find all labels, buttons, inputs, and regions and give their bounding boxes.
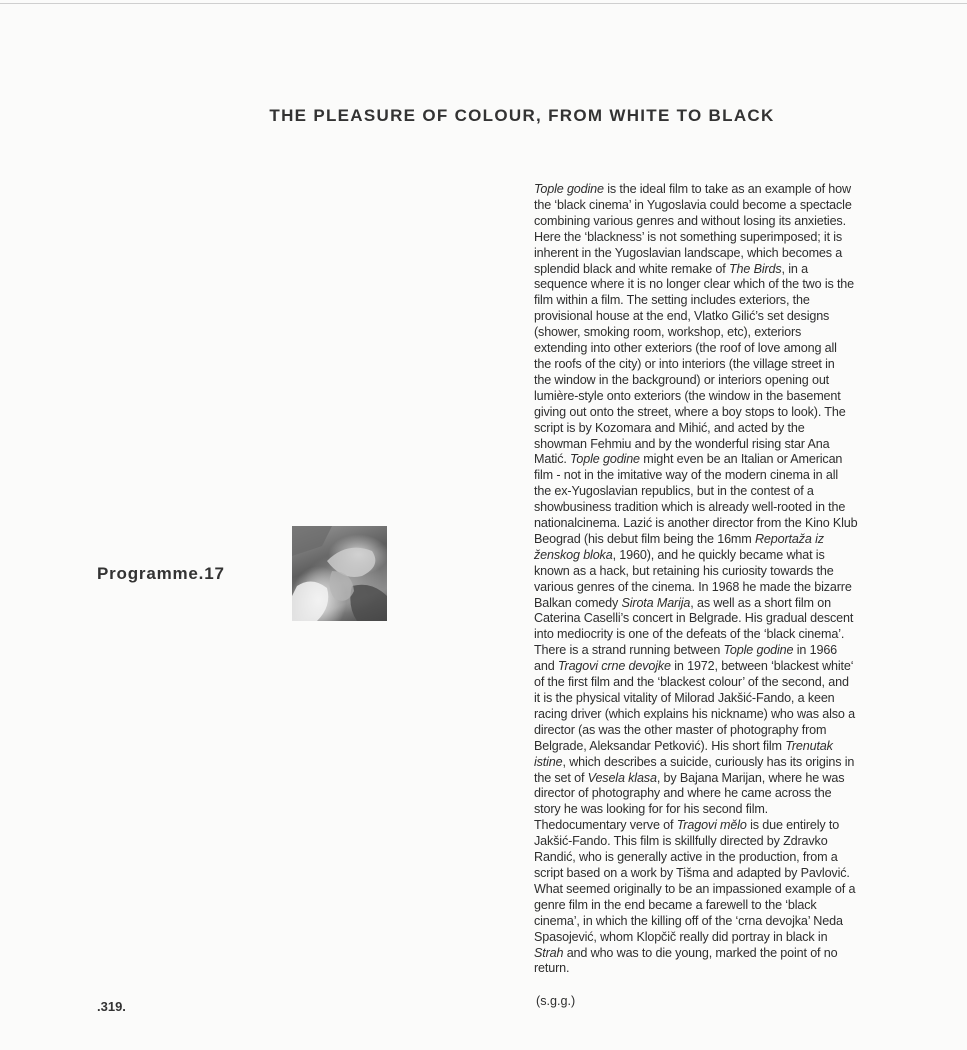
page-title: THE PLEASURE OF COLOUR, FROM WHITE TO BLACK (269, 106, 775, 125)
body-text-line: Jakšić-Fando. This film is skillfully directed by Zdravko (534, 834, 828, 849)
body-text-line: Randić, who is generally active in the production, from a (534, 850, 838, 865)
body-text-line: Beograd (his debut film being the 16mm Reportaža iz (534, 531, 824, 546)
film-still-image (292, 526, 387, 621)
body-text-line: provisional house at the end, Vlatko Gilić’s set designs (534, 309, 830, 324)
body-text-line: various genres of the cinema. In 1968 he made the bizarre (534, 579, 852, 594)
body-text-line: and Tragovi crne devojke in 1972, between ‘blackest white‘ (534, 659, 854, 674)
body-text-line: known as a hack, but retaining his curiosity towards the (534, 563, 834, 578)
body-text-line: the set of Vesela klasa, by Bajana Marijan, where he was (534, 770, 845, 785)
body-text-line: Matić. Tople godine might even be an Italian or American (534, 452, 843, 467)
body-text-line: return. (534, 961, 570, 976)
body-text-line: the ex-Yugoslavian republics, but in the contest of a (534, 484, 814, 499)
programme-label: Programme.17 (97, 564, 225, 583)
body-text-line: script based on a work by Tišma and adapted by Pavlović. (534, 865, 850, 880)
body-text-line: into mediocrity is one of the defeats of the ‘black cinema’. (534, 627, 845, 642)
body-text-line: story he was looking for for his second film. (534, 802, 769, 817)
body-text-line: the roofs of the city) or into interiors (the village street in (534, 356, 835, 371)
body-text-line: lumière-style onto exteriors (the window in the basement (534, 388, 841, 403)
body-text-line: nationalcinema. Lazić is another director from the Kino Klub (534, 516, 858, 531)
body-text-line: film - not in the imitative way of the modern cinema in all (534, 468, 839, 483)
body-text-line: it is the physical vitality of Milorad Jakšić-Fando, a keen (534, 691, 835, 705)
body-text-line: Tople godine is the ideal film to take as an example of how (534, 182, 851, 196)
body-text-line: Caterina Caselli’s concert in Belgrade. His gradual descent (534, 611, 854, 626)
body-text-line: genre film in the end became a farewell to the ‘black (534, 897, 817, 912)
body-text-line: Strah and who was to die young, marked the point of no (534, 945, 838, 960)
body-text-line: (shower, smoking room, workshop, etc), exteriors (534, 325, 802, 340)
article-body (534, 182, 879, 977)
top-rule (0, 3, 967, 4)
body-text-line: sequence where it is no longer clear which of the two is the (534, 277, 855, 292)
body-text-line: Balkan comedy Sirota Marija, as well as a short film on (534, 595, 831, 610)
body-text-line: the ‘black cinema’ in Yugoslavia could become a spectacle (534, 197, 852, 212)
body-text-line: combining various genres and without losing its anxieties. (534, 213, 846, 228)
body-text-line: There is a strand running between Tople godine in 1966 (534, 643, 838, 658)
body-text-line: Belgrade, Aleksandar Petković). His short film Trenutak (534, 738, 833, 753)
body-text-line: showman Fehmiu and by the wonderful rising star Ana (534, 436, 830, 451)
body-text-line: Thedocumentary verve of Tragovi mělo is due entirely to (534, 818, 840, 833)
body-text-line: cinema’, in which the killing off of the ‘crna devojka’ Neda (534, 913, 843, 928)
body-text-line: director (as was the other master of photography from (534, 722, 827, 737)
body-text-line: of the first film and the ‘blackest colour’ of the second, and (534, 675, 849, 690)
body-text-line: Spasojević, whom Klopčič really did portray in black in (534, 929, 828, 944)
body-text-line: extending into other exteriors (the roof of love among all (534, 341, 837, 356)
author-initials: (s.g.g.) (536, 994, 576, 1008)
body-text-line: film within a film. The setting includes exteriors, the (534, 293, 810, 308)
body-text-line: script is by Kozomara and Mihić, and acted by the (534, 420, 805, 435)
body-text-line: director of photography and where he came across the (534, 786, 832, 801)
body-text-line: istine, which describes a suicide, curiously has its origins in (534, 754, 855, 769)
body-text-line: the window in the background) or interiors opening out (534, 372, 830, 387)
body-text-line: giving out onto the street, where a boy stops to look). The (534, 404, 846, 419)
body-text-line: inherent in the Yugoslavian landscape, which becomes a (534, 245, 843, 260)
body-text-line: What seemed originally to be an impassioned example of a (534, 881, 856, 896)
body-text-line: racing driver (which explains his nickname) who was also a (534, 706, 855, 721)
body-text-line: showbusiness tradition which is already well-rooted in the (534, 500, 846, 515)
body-text-line: ženskog bloka, 1960), and he quickly became what is (534, 547, 825, 562)
body-text-line: splendid black and white remake of The Birds, in a (534, 261, 808, 276)
page-number: .319. (97, 999, 126, 1014)
body-text-line: Here the ‘blackness’ is not something superimposed; it is (534, 229, 843, 244)
